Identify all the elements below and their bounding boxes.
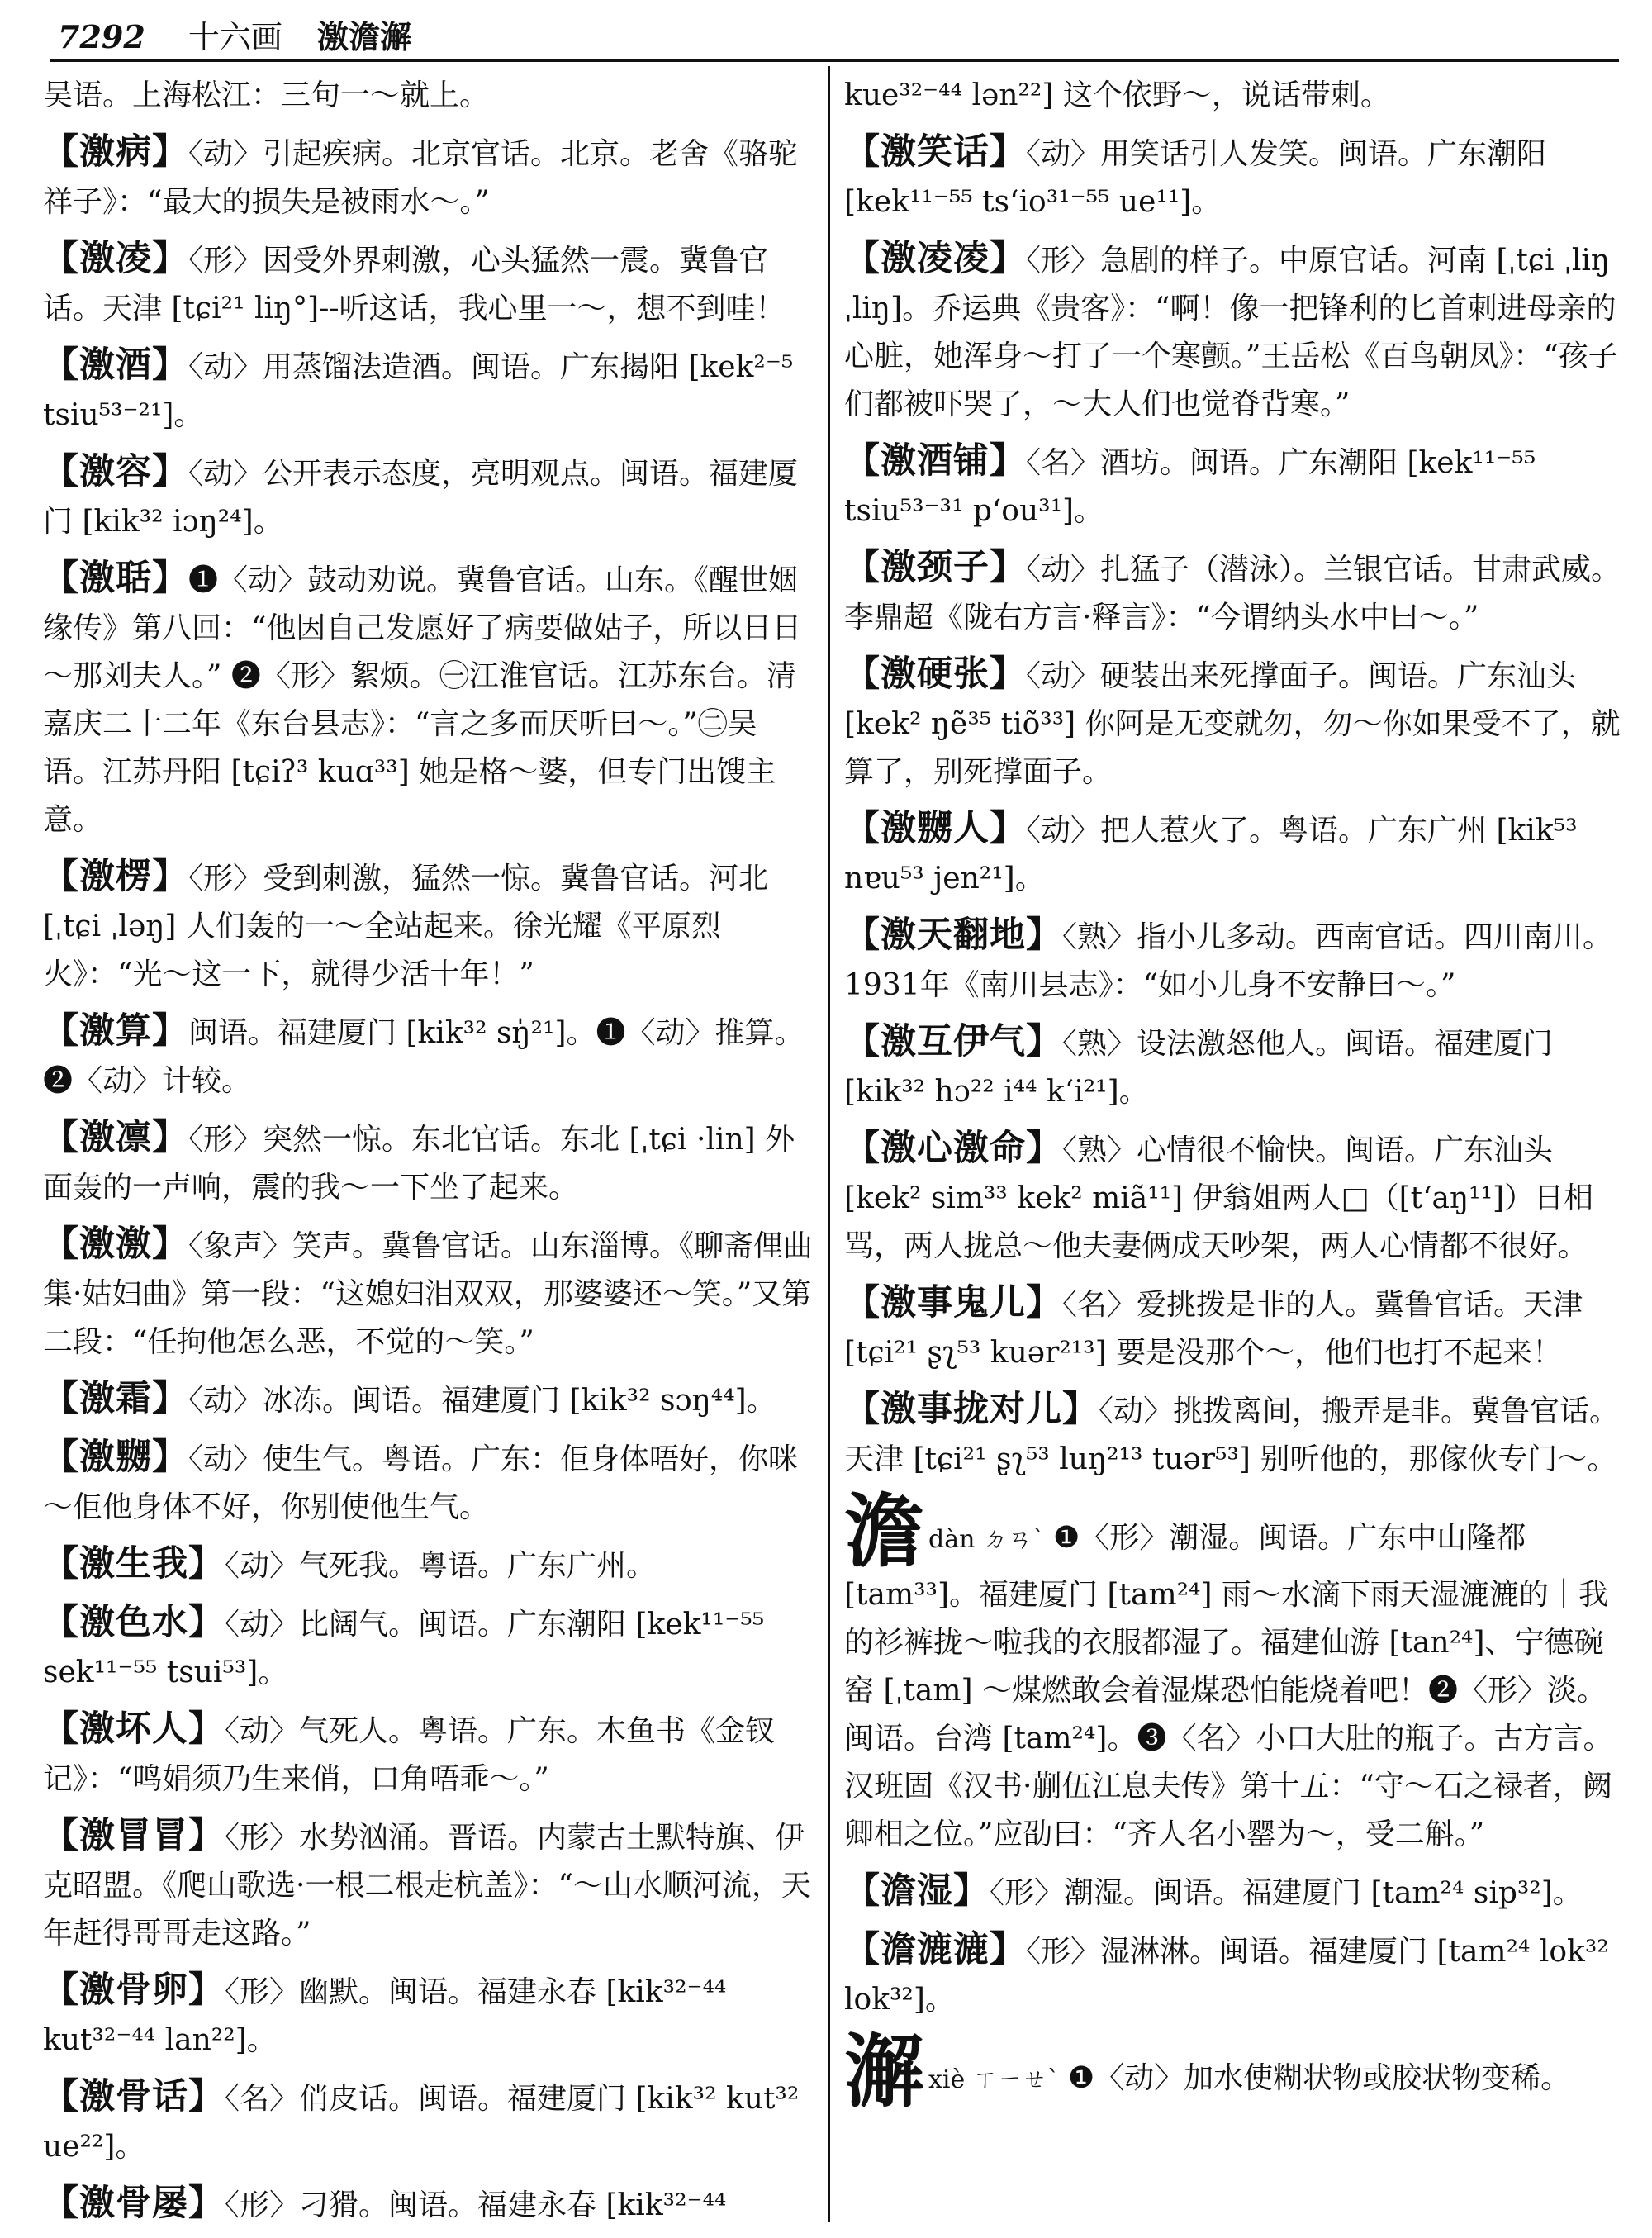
definition: 〈动〉把人惹火了。粤语。广东广州 [kik⁵³ nɐu⁵³ jen²¹]。: [844, 814, 1578, 896]
definition: 〈动〉比阔气。闽语。广东潮阳 [kek¹¹⁻⁵⁵ sek¹¹⁻⁵⁵ tsui⁵³]。: [43, 1608, 765, 1689]
definition: 〈形〉突然一惊。东北官话。东北 [ˌtɕi ·lin] 外面轰的一声响，震的我～一下坐了起来。: [43, 1123, 795, 1205]
headword: 【澹漉漉】: [844, 1929, 1026, 1970]
entry: [844, 2025, 1629, 2118]
entry: [43, 1433, 815, 1532]
entry: [844, 437, 1629, 535]
headword: 【激事拢对儿】: [844, 1389, 1099, 1430]
column-divider: [828, 66, 830, 2222]
entry: [43, 554, 815, 844]
headword: 【激互伊气】: [844, 1021, 1062, 1062]
headword: 【激色水】: [43, 1602, 225, 1643]
headword: 【激骨话】: [43, 2076, 225, 2117]
headword: 【激事鬼儿】: [844, 1282, 1062, 1323]
definition: 〈形〉潮湿。闽语。福建厦门 [tam²⁴ sip³²]。: [990, 1876, 1583, 1910]
entry: [844, 544, 1629, 642]
entry: [844, 69, 1629, 120]
headword: 【激心激命】: [844, 1128, 1062, 1169]
entry: [844, 1485, 1629, 1859]
entry: [844, 1867, 1629, 1917]
entry: [43, 448, 815, 546]
headword: 【激颈子】: [844, 547, 1026, 588]
headword: 【激凌凌】: [844, 238, 1026, 279]
headword: 【激聒】: [43, 558, 188, 599]
definition: 〈动〉冰冻。闽语。福建厦门 [kik³² sɔŋ⁴⁴]。: [188, 1384, 776, 1418]
headword: 【激冒冒】: [43, 1815, 225, 1856]
headword: 【澹湿】: [844, 1870, 990, 1912]
headword: 【激病】: [43, 131, 188, 173]
definition: 〈动〉挑拨离间，搬弄是非。冀鲁官话。天津 [tɕi²¹ ʂʅ⁵³ luŋ²¹³ tuər⁵³] 别听他的，那傢伙专门～。: [844, 1395, 1620, 1476]
headword: 【激容】: [43, 451, 188, 492]
definition: 〈动〉气死我。粤语。广东广州。: [225, 1549, 657, 1583]
definition: 〈名〉俏皮话。闽语。福建厦门 [kik³² kut³² ue²²]。: [43, 2082, 800, 2164]
entry: [43, 1705, 815, 1803]
headword: 【激算】: [43, 1010, 188, 1052]
definition: 〈名〉爱挑拨是非的人。冀鲁官话。天津 [tɕi²¹ ʂʅ⁵³ kuər²¹³] 要是没那个～，他们也打不起来！: [844, 1288, 1583, 1370]
right-column: [844, 69, 1629, 2120]
entry: [43, 128, 815, 226]
headword: 【激霜】: [43, 1378, 188, 1419]
entry: [43, 1966, 815, 2065]
definition: ❶〈动〉鼓动劝说。冀鲁官话。山东。《醒世姻缘传》第八回：“他因自己发愿好了病要做姑子，所以日日～那刘夫人。” ❷〈形〉絮烦。㊀江淮官话。江苏东台。清嘉庆二十二年《东台县志》：“言之多而厌听曰～。”㊁吴语。江苏丹阳 [tɕiʔ³ kuɑ³³] 她是格～婆，但专门出馊主意。: [43, 563, 802, 837]
definition: 〈名〉酒坊。闽语。广东潮阳 [kek¹¹⁻⁵⁵ tsiu⁵³⁻³¹ p‘ou³¹]。: [844, 446, 1536, 528]
definition: 〈熟〉心情很不愉快。闽语。广东汕头 [kek² sim³³ kek² miã¹¹] 伊翁姐两人□（[t‘aŋ¹¹]）日相骂，两人拢总～他夫妻俩成天吵架，两人心情都不很好。: [844, 1133, 1594, 1263]
headword: 【激骨卵】: [43, 1970, 225, 2011]
headword: 【激酒】: [43, 344, 188, 386]
definition: 闽语。福建厦门 [kik³² sŋ̍²¹]。❶〈动〉推算。❷〈动〉计较。: [43, 1016, 805, 1098]
entry: [43, 1812, 815, 1958]
pinyin: dàn ㄉㄢˋ: [928, 1525, 1045, 1554]
entry: [43, 341, 815, 440]
headword: 【激骨屡】: [43, 2183, 225, 2224]
definition: 〈形〉刁猾。闽语。福建永春 [kik³²⁻⁴⁴: [225, 2188, 727, 2222]
definition: 〈形〉急剧的样子。中原官话。河南 [ˌtɕi ˌliŋ ˌliŋ]。乔运典《贵客》：“啊！像一把锋利的匕首刺进母亲的心脏，她浑身～打了一个寒颤。”王岳松《百鸟朝凤》：“孩子们都被吓哭了，～大人们也觉脊背寒。”: [844, 244, 1618, 421]
headword: 【激硬张】: [844, 653, 1026, 695]
definition: ❶〈动〉加水使糊状物或胶状物变稀。: [1067, 2061, 1571, 2095]
entry: [844, 650, 1629, 796]
pinyin: xiè ㄒㄧㄝˋ: [928, 2065, 1060, 2094]
headword: 【激酒铺】: [844, 440, 1026, 482]
entry: [844, 1385, 1629, 1484]
headword: 【激楞】: [43, 856, 188, 897]
entry: [43, 69, 815, 120]
entry: [43, 1375, 815, 1425]
entry: [43, 1114, 815, 1212]
headword: 【激嬲人】: [844, 808, 1026, 849]
definition: 〈动〉气死人。粤语。广东。木鱼书《金钗记》：“鸣娟须乃生来俏，口角唔乖～。”: [43, 1714, 776, 1796]
entry: [43, 1540, 815, 1590]
definition: 〈形〉水势汹涌。晋语。内蒙古土默特旗、伊克昭盟。《爬山歌选·一根二根走杭盖》：“～山水顺河流，天年赶得哥哥走这路。”: [43, 1821, 811, 1951]
headword-char: 澹: [844, 1485, 923, 1578]
headword: 【激凌】: [43, 238, 188, 279]
definition: 〈象声〉笑声。冀鲁官话。山东淄博。《聊斋俚曲集·姑妇曲》第一段：“这媳妇泪双双，那婆婆还～笑。”又第二段：“任拘他怎么恶，不觉的～笑。”: [43, 1229, 814, 1359]
entry: [43, 1007, 815, 1105]
headword: 【激凛】: [43, 1117, 188, 1158]
definition: 〈动〉用蒸馏法造酒。闽语。广东揭阳 [kek²⁻⁵ tsiu⁵³⁻²¹]。: [43, 350, 794, 432]
definition: 〈形〉湿淋淋。闽语。福建厦门 [tam²⁴ lok³² lok³²]。: [844, 1935, 1609, 2017]
definition: 〈熟〉指小儿多动。西南官话。四川南川。1931年《南川县志》：“如小儿身不安静曰～。”: [844, 920, 1613, 1002]
headword: 【激生我】: [43, 1543, 225, 1585]
entry: [43, 1220, 815, 1366]
entry: [844, 911, 1629, 1010]
headword: 【激激】: [43, 1224, 188, 1265]
page-number: 7292: [58, 18, 145, 55]
entry: [43, 853, 815, 999]
definition: 〈动〉用笑话引人发笑。闽语。广东潮阳 [kek¹¹⁻⁵⁵ ts‘io³¹⁻⁵⁵ ue¹¹]。: [844, 137, 1547, 219]
section-label: 十六画: [188, 19, 282, 55]
entry: [844, 1926, 1629, 2024]
left-column: [43, 69, 815, 2238]
definition: 〈形〉受到刺激，猛然一惊。冀鲁官话。河北 [ˌtɕi ˌləŋ] 人们轰的一～全站起来。徐光耀《平原烈火》：“光～这一下，就得少活十年！”: [43, 862, 769, 991]
entry: [43, 2179, 815, 2230]
entry: [844, 128, 1629, 226]
entry: [844, 1124, 1629, 1271]
entry: [844, 1279, 1629, 1377]
headword: 【激天翻地】: [844, 915, 1062, 956]
headword: 【激嬲】: [43, 1437, 188, 1478]
entry: [844, 235, 1629, 429]
headword: 【激坏人】: [43, 1708, 225, 1750]
definition: 〈动〉公开表示态度，亮明观点。闽语。福建厦门 [kik³² iɔŋ²⁴]。: [43, 457, 799, 539]
entry: [43, 235, 815, 333]
entry: [43, 2073, 815, 2171]
definition: 〈形〉因受外界刺激，心头猛然一震。冀鲁官话。天津 [tɕi²¹ liŋ°]--听这话，我心里一～，想不到哇！: [43, 244, 786, 325]
headword-char: 澥: [844, 2025, 923, 2118]
definition: 吴语。上海松江：三句一～就上。: [43, 78, 490, 112]
definition: 〈动〉扎猛子（潜泳）。兰银官话。甘肃武威。李鼎超《陇右方言·释言》：“今谓纳头水中曰～。”: [844, 553, 1621, 634]
definition: kue³²⁻⁴⁴ lən²²] 这个依野～，说话带刺。: [844, 78, 1390, 112]
definition: ❶〈形〉潮湿。闽语。广东中山隆都 [tam³³]。福建厦门 [tam²⁴] 雨～水滴下雨天湿漉漉的｜我的衫裤拢～啦我的衣服都湿了。福建仙游 [tan²⁴]、宁德碗窑 [ˌtam] ～煤燃敢会着湿煤恐怕能烧着吧！❷〈形〉淡。闽语。台湾 [tam²⁴]。❸〈名〉小口大肚的瓶子。古方言。汉班固《汉书·蒯伍江息夫传》第十五：“守～石之禄者，阙卿相之位。”应劭曰：“齐人名小罂为～，受二斛。”: [844, 1521, 1613, 1851]
header-rule: [50, 59, 1619, 62]
definition: 〈形〉幽默。闽语。福建永春 [kik³²⁻⁴⁴ kut³²⁻⁴⁴ lan²²]。: [43, 1975, 727, 2057]
definition: 〈动〉使生气。粤语。广东：佢身体唔好，你咪～佢他身体不好，你别使他生气。: [43, 1442, 799, 1524]
entry: [844, 1018, 1629, 1116]
definition: 〈动〉引起疾病。北京官话。北京。老舍《骆驼祥子》：“最大的损失是被雨水～。”: [43, 137, 799, 219]
entry: [43, 1599, 815, 1697]
definition: 〈动〉硬装出来死撑面子。闽语。广东汕头 [kek² ŋẽ³⁵ tiõ³³] 你阿是无变就勿，勿～你如果受不了，就算了，别死撑面子。: [844, 659, 1621, 789]
guide-words: 激澹澥: [316, 18, 411, 55]
entry: [844, 805, 1629, 903]
definition: 〈熟〉设法激怒他人。闽语。福建厦门 [kik³² hɔ²² i⁴⁴ k‘i²¹]。: [844, 1027, 1554, 1109]
headword: 【激笑话】: [844, 131, 1026, 173]
